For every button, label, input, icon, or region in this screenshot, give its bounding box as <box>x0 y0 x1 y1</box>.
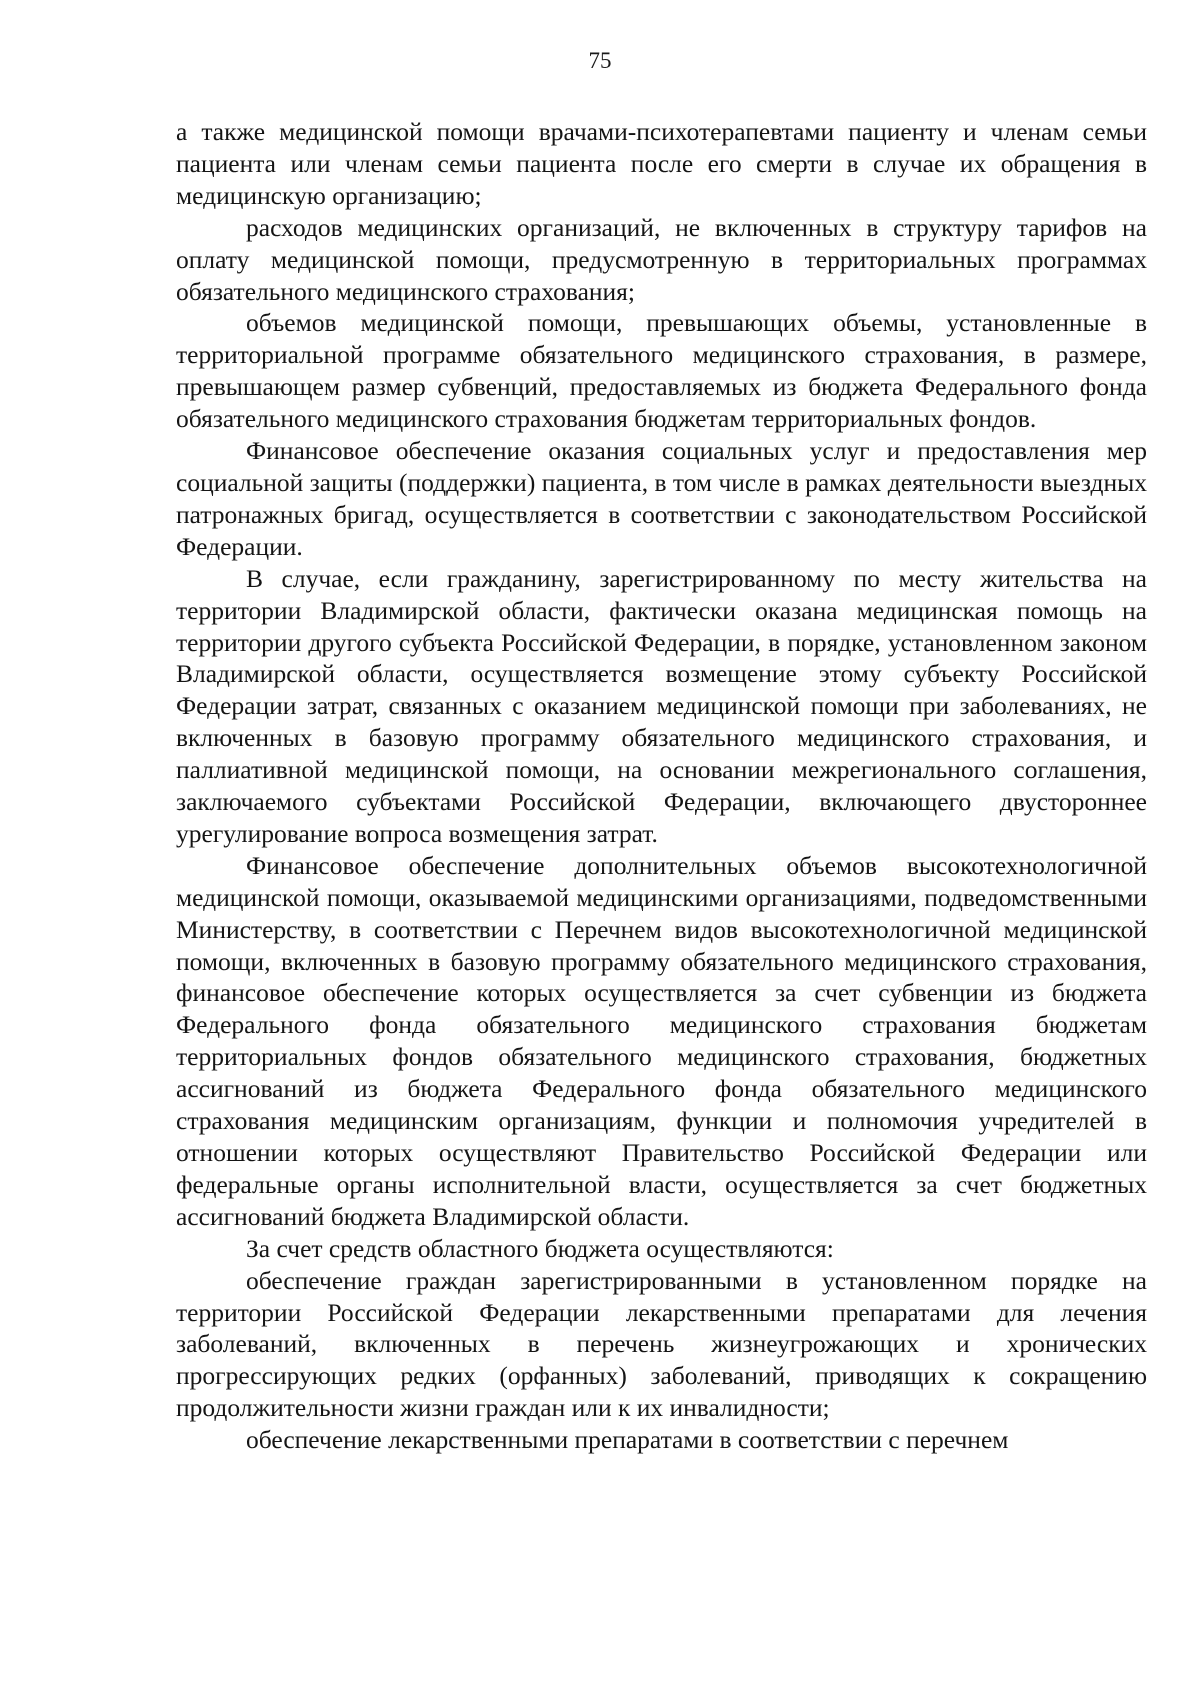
paragraph-7: За счет средств областного бюджета осуществляются: <box>246 1233 834 1263</box>
paragraph-6: Финансовое обеспечение дополнительных объемов высокотехнологичной медицинской помощи, оказываемой медицинскими организациями, подведомственными Министерству, в соответствии с Перечнем видов высокотехнологичной медицинской помощи, включенных в базовую программу обязательного медицинского страхования, финансовое обеспечение которых осуществляется за счет субвенции из бюджета Федерального фонда обязательного медицинского страхования бюджетам территориальных фондов обязательного медицинского страхования, бюджетных ассигнований из бюджета Федерального фонда обязательного медицинского страхования медицинским организациям, функции и полномочия учредителей в отношении которых осуществляют Правительство Российской Федерации или федеральные органы исполнительной власти, осуществляется за счет бюджетных ассигнований бюджета Владимирской области. <box>176 850 1147 1231</box>
paragraph-5: В случае, если гражданину, зарегистрированному по месту жительства на территории Владимирской области, фактически оказана медицинская помощь на территории другого субъекта Российской Федерации, в порядке, установленном законом Владимирской области, осуществляется возмещение этому субъекту Российской Федерации затрат, связанных с оказанием медицинской помощи при заболеваниях, не включенных в базовую программу обязательного медицинского страхования, и паллиативной медицинской помощи, на основании межрегионального соглашения, заключаемого субъектами Российской Федерации, включающего двустороннее урегулирование вопроса возмещения затрат. <box>176 563 1147 848</box>
paragraph-2: расходов медицинских организаций, не включенных в структуру тарифов на оплату медицинской помощи, предусмотренную в территориальных программах обязательного медицинского страхования; <box>176 212 1147 306</box>
paragraph-1: а также медицинской помощи врачами-психотерапевтами пациенту и членам семьи пациента или членам семьи пациента после его смерти в случае их обращения в медицинскую организацию; <box>176 117 1147 210</box>
page-number: 75 <box>588 48 612 73</box>
paragraph-9: обеспечение лекарственными препаратами в соответствии с перечнем <box>246 1425 1009 1455</box>
paragraph-4: Финансовое обеспечение оказания социальных услуг и предоставления мер социальной защиты (поддержки) пациента, в том числе в рамках деятельности выездных патронажных бригад, осуществляется в соответствии с законодательством Российской Федерации. <box>176 436 1147 561</box>
paragraph-8: обеспечение граждан зарегистрированными в установленном порядке на территории Российской Федерации лекарственными препаратами для лечения заболеваний, включенных в перечень жизнеугрожающих и хронических прогрессирующих редких (орфанных) заболеваний, приводящих к сокращению продолжительности жизни граждан или к их инвалидности; <box>176 1265 1147 1423</box>
paragraph-3: объемов медицинской помощи, превышающих объемы, установленные в территориальной программе обязательного медицинского страхования, в размере, превышающем размер субвенций, предоставляемых из бюджета Федерального фонда обязательного медицинского страхования бюджетам территориальных фондов. <box>176 308 1147 434</box>
document-body <box>176 116 1147 1456</box>
